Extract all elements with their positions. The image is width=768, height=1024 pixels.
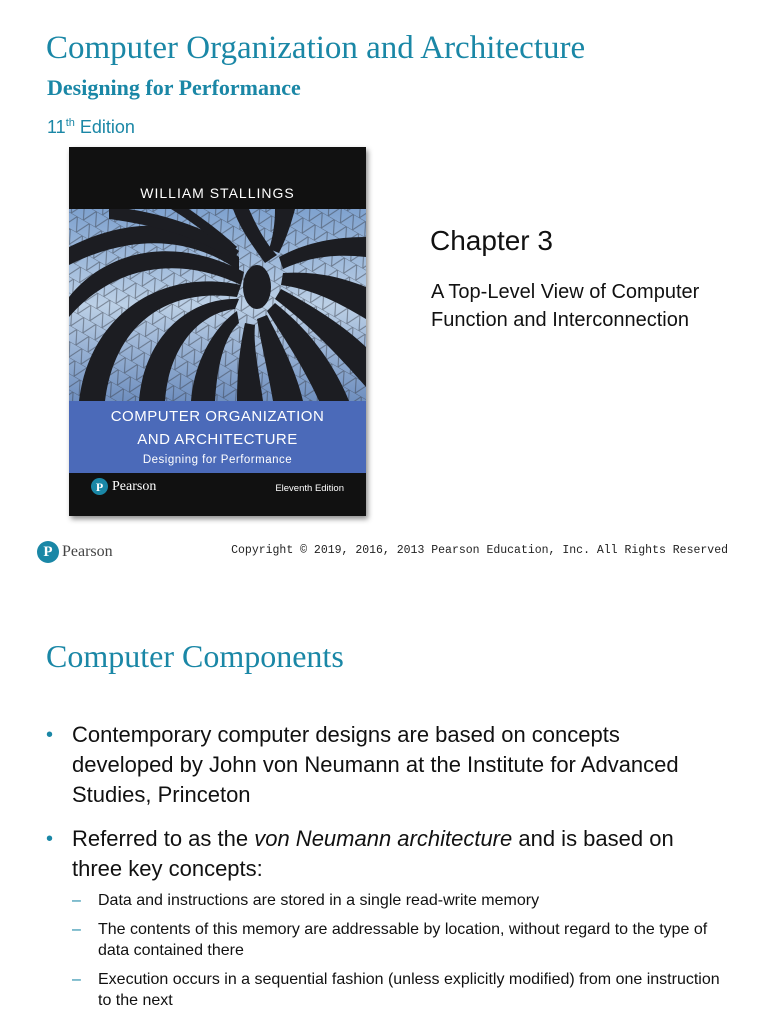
book-cover bbox=[69, 147, 366, 516]
bullet-text-after: and is based on three key concepts: bbox=[72, 826, 674, 881]
cover-title-line2: AND ARCHITECTURE bbox=[137, 431, 298, 448]
edition-word: Edition bbox=[79, 117, 135, 137]
cover-author: WILLIAM STALLINGS bbox=[140, 185, 295, 201]
bullet-text: Contemporary computer designs are based on concepts developed by John von Neumann at the Institute for Advanced Studies, Princeton bbox=[72, 722, 679, 807]
sub-bullet-text: The contents of this memory are addressable by location, without regard to the type of data contained there bbox=[98, 921, 708, 959]
sub-bullet-item bbox=[72, 919, 726, 961]
pearson-p-icon: P bbox=[37, 541, 59, 563]
bullet-list bbox=[46, 720, 726, 1019]
bullet-dot-icon: • bbox=[46, 724, 54, 746]
edition-label bbox=[47, 117, 135, 138]
sub-bullet-list bbox=[72, 890, 726, 1011]
slide-computer-components bbox=[0, 600, 768, 1024]
chapter-number: Chapter 3 bbox=[430, 225, 553, 256]
sub-bullet-item bbox=[72, 969, 726, 1011]
cover-subtitle: Designing for Performance bbox=[142, 454, 293, 466]
dash-icon: – bbox=[72, 971, 81, 988]
cover-publisher-logo bbox=[91, 478, 156, 495]
pearson-p-icon: P bbox=[91, 478, 108, 495]
bullet-dot-icon: • bbox=[46, 828, 54, 850]
slide-separator bbox=[0, 580, 768, 600]
edition-number: 11 bbox=[47, 117, 66, 137]
cover-publisher-name: Pearson bbox=[112, 478, 157, 494]
bullet-text-before: Referred to as the bbox=[72, 826, 255, 851]
bullet-item bbox=[46, 720, 726, 810]
edition-suffix: th bbox=[65, 117, 75, 129]
book-title: Computer Organization and Architecture bbox=[46, 30, 586, 66]
bullet-text-italic: von Neumann architecture bbox=[254, 826, 513, 851]
slide-title: Computer Components bbox=[46, 638, 344, 674]
pearson-logo-text: Pearson bbox=[62, 543, 113, 560]
copyright-notice: Copyright © 2019, 2016, 2013 Pearson Education, Inc. All Rights Reserved bbox=[231, 544, 728, 557]
cover-edition: Eleventh Edition bbox=[275, 483, 344, 494]
sub-bullet-text: Data and instructions are stored in a single read-write memory bbox=[98, 892, 540, 909]
pearson-logo bbox=[37, 541, 113, 563]
book-subtitle: Designing for Performance bbox=[47, 75, 301, 100]
dash-icon: – bbox=[72, 892, 81, 909]
dash-icon: – bbox=[72, 921, 81, 938]
sub-bullet-text: Execution occurs in a sequential fashion (unless explicitly modified) from one instruction to the next bbox=[98, 971, 720, 1009]
bullet-item bbox=[46, 824, 726, 1011]
sub-bullet-item bbox=[72, 890, 726, 911]
cover-title-line1: COMPUTER ORGANIZATION bbox=[110, 408, 325, 425]
chapter-title: A Top-Level View of Computer Function and Interconnection bbox=[431, 281, 700, 331]
